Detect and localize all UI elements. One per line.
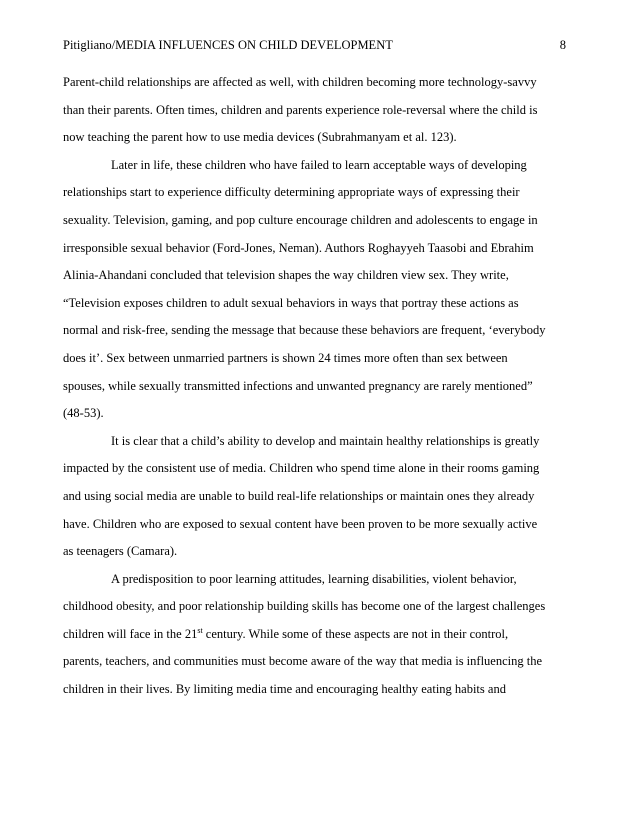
text-line: irresponsible sexual behavior (Ford-Jones, Neman). Authors Roghayyeh Taasobi and Ebrahim <box>63 240 534 255</box>
running-head: Pitigliano/MEDIA INFLUENCES ON CHILD DEVELOPMENT <box>63 38 393 52</box>
text-line: parents, teachers, and communities must become aware of the way that media is influencing the <box>63 654 543 669</box>
text-line: impacted by the consistent use of media. Children who spend time alone in their rooms gaming <box>63 461 540 476</box>
text-line: childhood obesity, and poor relationship building skills has become one of the largest challenges <box>63 599 546 614</box>
text-line: now teaching the parent how to use media devices (Subrahmanyam et al. 123). <box>63 130 457 145</box>
text-line: have. Children who are exposed to sexual content have been proven to be more sexually active <box>63 516 538 531</box>
text-line: children in their lives. By limiting media time and encouraging healthy eating habits and <box>63 682 506 697</box>
text-line: relationships start to experience difficulty determining appropriate ways of expressing their <box>63 185 520 200</box>
body-text <box>63 69 566 704</box>
text-line: A predisposition to poor learning attitudes, learning disabilities, violent behavior, <box>111 571 517 586</box>
text-line: It is clear that a child’s ability to develop and maintain healthy relationships is greatly <box>111 433 540 448</box>
text-line: spouses, while sexually transmitted infections and unwanted pregnancy are rarely mentioned” <box>63 378 533 393</box>
text-line: Alinia-Ahandani concluded that television shapes the way children view sex. They write, <box>63 268 509 283</box>
text-line: Later in life, these children who have failed to learn acceptable ways of developing <box>111 157 527 172</box>
text-line: than their parents. Often times, children and parents experience role-reversal where the child is <box>63 102 538 117</box>
text-segment: children will face in the 21 <box>63 626 198 641</box>
page-number: 8 <box>559 38 566 52</box>
text-line <box>63 621 566 649</box>
text-line: normal and risk-free, sending the message that because these behaviors are frequent, ‘everybody <box>63 323 546 338</box>
text-line: does it’. Sex between unmarried partners is shown 24 times more often than sex between <box>63 350 508 365</box>
ordinal-superscript: st <box>197 625 203 635</box>
running-header <box>63 37 566 53</box>
text-line: sexuality. Television, gaming, and pop culture encourage children and adolescents to engage in <box>63 212 538 227</box>
text-line: and using social media are unable to build real-life relationships or maintain ones they already <box>63 488 535 503</box>
text-line: Parent-child relationships are affected as well, with children becoming more technology-savvy <box>63 75 537 89</box>
text-line: as teenagers (Camara). <box>63 544 178 559</box>
text-segment: century. While some of these aspects are not in their control, <box>202 626 509 641</box>
text-line: (48-53). <box>63 406 104 421</box>
text-line: “Television exposes children to adult sexual behaviors in ways that portray these actions as <box>63 295 519 310</box>
